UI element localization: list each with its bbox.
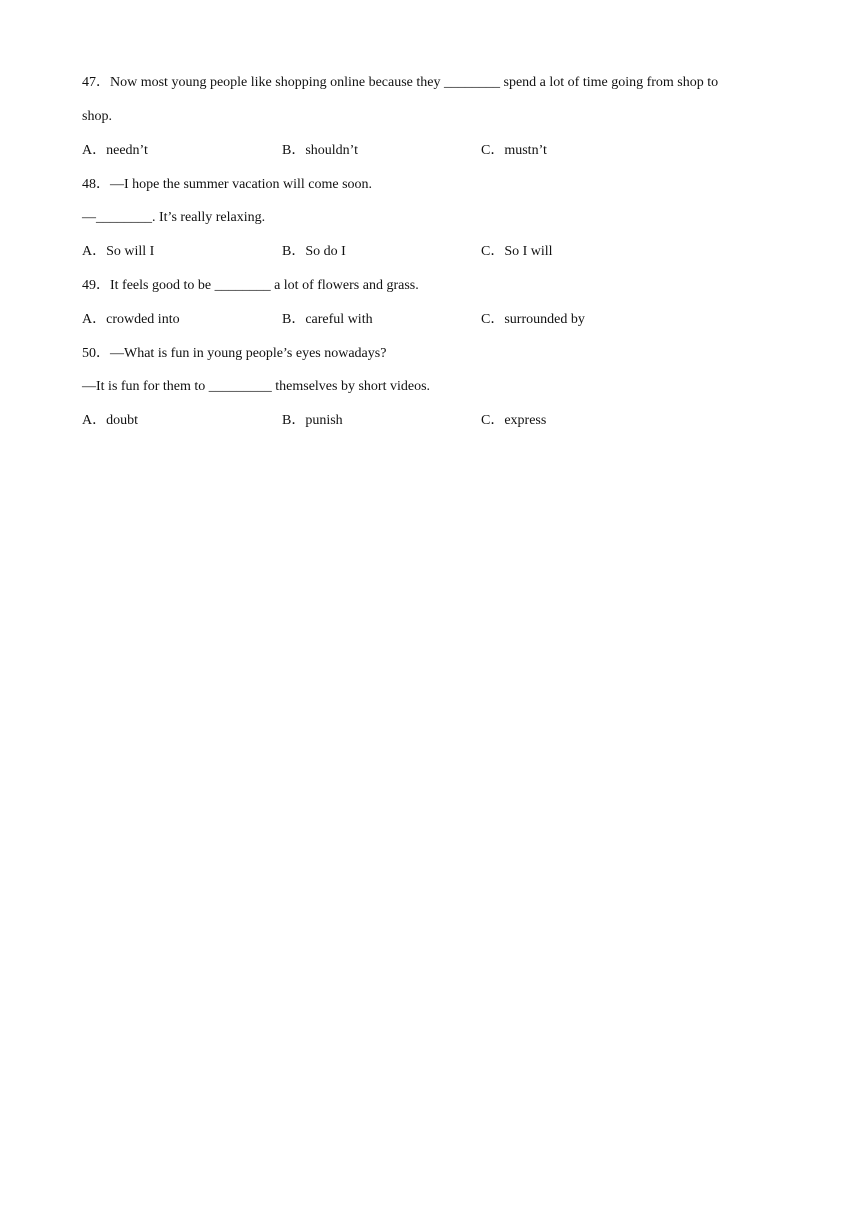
question-47-stem-line-2: shop.: [82, 109, 112, 124]
question-48-stem-line-1: 48．—I hope the summer vacation will come soon.: [82, 177, 373, 192]
question-49-option-c: C．surrounded by: [481, 312, 585, 327]
question-48-stem-line-2: —________. It’s really relaxing.: [82, 210, 266, 225]
question-48-option-b: B．So do I: [282, 244, 346, 259]
question-50-option-a: A．doubt: [82, 413, 138, 428]
question-47-option-a: A．needn’t: [82, 143, 148, 158]
question-49-option-a: A．crowded into: [82, 312, 180, 327]
question-50-option-b: B．punish: [282, 413, 343, 428]
question-50-stem-line-2: —It is fun for them to _________ themselves by short videos.: [82, 379, 431, 394]
question-49-option-b: B．careful with: [282, 312, 373, 327]
question-48-option-c: C．So I will: [481, 244, 553, 259]
question-47-stem-line-1: 47．Now most young people like shopping online because they ________ spend a lot of time going from shop to: [82, 75, 719, 90]
question-47-option-c: C．mustn’t: [481, 143, 547, 158]
question-49-stem-line-1: 49．It feels good to be ________ a lot of flowers and grass.: [82, 278, 419, 293]
question-48-option-a: A．So will I: [82, 244, 155, 259]
question-50-option-c: C．express: [481, 413, 547, 428]
question-47-option-b: B．shouldn’t: [282, 143, 358, 158]
question-50-stem-line-1: 50．—What is fun in young people’s eyes nowadays?: [82, 346, 387, 361]
